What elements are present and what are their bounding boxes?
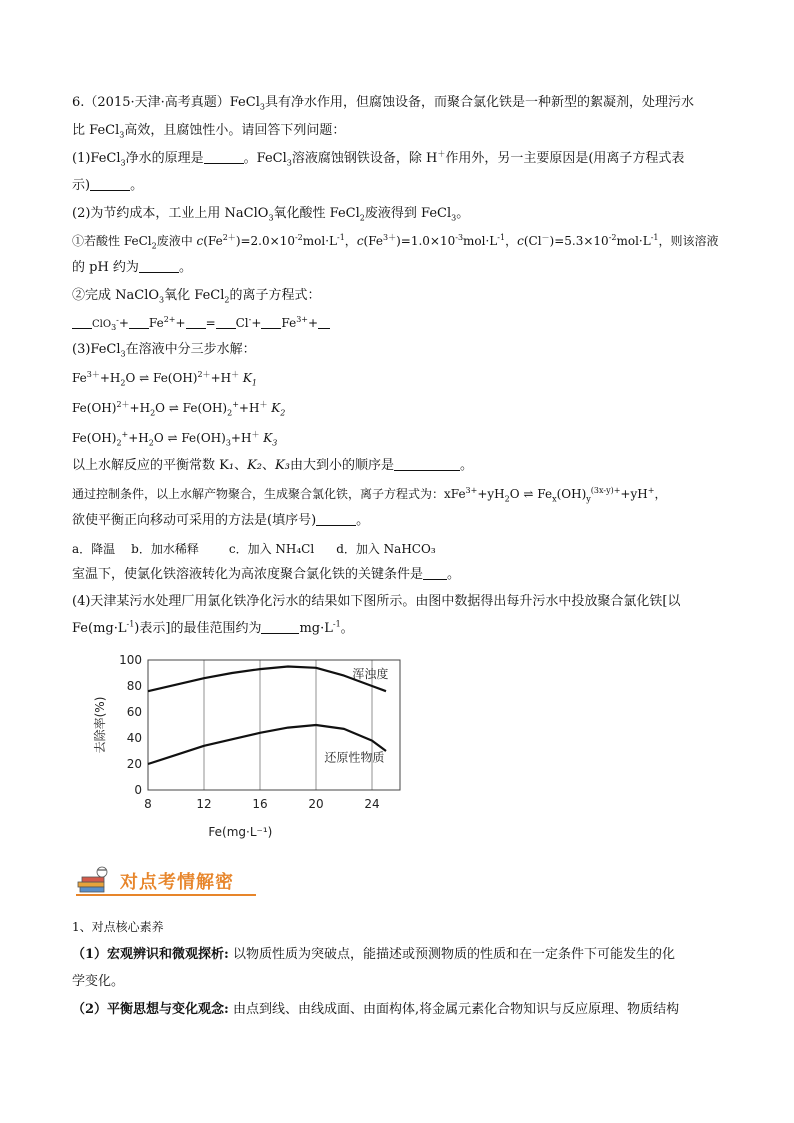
hydrolysis-2: $Fe(OH)^{2+}+H_2O$ ⇌ $Fe(OH)_2^++H^+$ $K_2$ bbox=[72, 400, 286, 418]
part-4: (4)天津某污水处理厂用氯化铁净化污水的结果如下图所示。由图中数据得出每升污水中投放聚合氯化铁[以 bbox=[72, 594, 681, 609]
y-tick-label: 20 bbox=[126, 757, 142, 771]
y-tick-label: 40 bbox=[126, 731, 142, 745]
part-2-ii: ②完成 NaClO$_3$氧化 FeCl$_2$的离子方程式： bbox=[72, 288, 321, 305]
part-2: (2)为节约成本，工业上用 NaClO$_3$氧化酸性 FeCl$_2$废液得到 FeCl$_3$。 bbox=[72, 206, 470, 223]
option-c: c．加入 NH₄Cl bbox=[228, 542, 315, 556]
option-d: d．加入 NaHCO₃ bbox=[336, 542, 436, 556]
shift-question: 欲使平衡正向移动可采用的方法是(填序号) 。 bbox=[72, 513, 370, 528]
series-label: 浑浊度 bbox=[352, 667, 389, 682]
literacy-1-cont: 学变化。 bbox=[72, 974, 125, 989]
question-intro-2: 比 FeCl$_3$高效，且腐蚀性小。请回答下列问题： bbox=[72, 123, 346, 140]
part-3: (3)FeCl$_3$在溶液中分三步水解： bbox=[72, 342, 256, 359]
x-tick-label: 24 bbox=[364, 797, 380, 811]
option-a: a．降温 bbox=[72, 542, 116, 556]
section-item-1: 1、对点核心素养 bbox=[72, 920, 164, 934]
book-icon bbox=[76, 866, 114, 894]
x-tick-label: 16 bbox=[252, 797, 268, 811]
section-title: 对点考情解密 bbox=[120, 872, 234, 893]
literacy-2: （2）平衡思想与变化观念: 由点到线、由线成面、由面构体,将金属元素化合物知识与反应原理、物质结构 bbox=[72, 1002, 680, 1017]
x-axis-label: Fe(mg·L⁻¹) bbox=[208, 825, 273, 839]
removal-rate-chart bbox=[80, 648, 410, 848]
question-intro: 6.（2015·天津·高考真题）FeCl$_3$具有净水作用，但腐蚀设备，而聚合氯化铁是一种新型的絮凝剂，处理污水 bbox=[72, 95, 694, 112]
key-condition: 室温下，使氯化铁溶液转化为高浓度聚合氯化铁的关键条件是 。 bbox=[72, 567, 461, 582]
section-banner bbox=[72, 862, 256, 896]
series-line-0 bbox=[148, 667, 389, 692]
hydrolysis-3: $Fe(OH)_2^++H_2O$ ⇌ $Fe(OH)_3+H^+$ $K_3$ bbox=[72, 430, 278, 448]
hydrolysis-1: $Fe^{3+}+H_2O$ ⇌ Fe(OH)$^{2+}$+H＋ $K_1$ bbox=[72, 370, 257, 388]
part-1-cont: 示) 。 bbox=[72, 178, 144, 193]
banner-underline bbox=[76, 894, 256, 896]
polymer-equation: 通过控制条件，以上水解产物聚合，生成聚合氯化铁，离子方程式为：$xFe^{3+}+yH_2O$ ⇌ $Fe_x(OH)_y^{(3x-y)+}+yH^+$， bbox=[72, 486, 667, 504]
part-2-i: ①若酸性 FeCl$_2$废液中 $c(Fe^{2+})=2.0\times 10^{-2}mol\cdot L^{-1}$，$c(Fe^{3+})=1.0\times 10^{-3}mol\cdot L^{-1}$，$c(Cl^-)=5.3\times 10^{-2}mol\cdot L^{-1}$，则该溶液 bbox=[72, 233, 719, 251]
x-tick-label: 8 bbox=[144, 797, 152, 811]
k-order-question: 以上水解反应的平衡常数 K₁、K₂、K₃由大到小的顺序是 。 bbox=[72, 458, 474, 473]
part-1: (1)FeCl$_3$净水的原理是 。FeCl$_3$溶液腐蚀钢铁设备，除 H＋作用外，另一主要原因是(用离子方程式表 bbox=[72, 149, 685, 168]
y-axis-label: 去除率(%) bbox=[93, 696, 107, 754]
equation-blank: $ClO_3^-+ Fe^{2+}+ = Cl^-+ Fe^{3+}+$ bbox=[72, 314, 330, 334]
x-tick-label: 12 bbox=[196, 797, 212, 811]
option-b: b．加水稀释 bbox=[131, 542, 199, 556]
x-tick-label: 20 bbox=[308, 797, 324, 811]
part-4-cont: $Fe(mg\cdot L^{-1})$表示]的最佳范围约为 $mg\cdot L^{-1}$。 bbox=[72, 619, 354, 636]
literacy-1: （1）宏观辨识和微观探析: 以物质性质为突破点，能描述或预测物质的性质和在一定条件下可能发生的化 bbox=[72, 947, 675, 962]
part-2-i-cont: 的 pH 约为 。 bbox=[72, 260, 192, 275]
y-tick-label: 80 bbox=[126, 679, 142, 693]
options bbox=[72, 540, 436, 558]
y-tick-label: 60 bbox=[126, 705, 142, 719]
y-tick-label: 100 bbox=[119, 653, 142, 667]
series-label: 还原性物质 bbox=[324, 750, 385, 765]
y-tick-label: 0 bbox=[134, 783, 142, 797]
